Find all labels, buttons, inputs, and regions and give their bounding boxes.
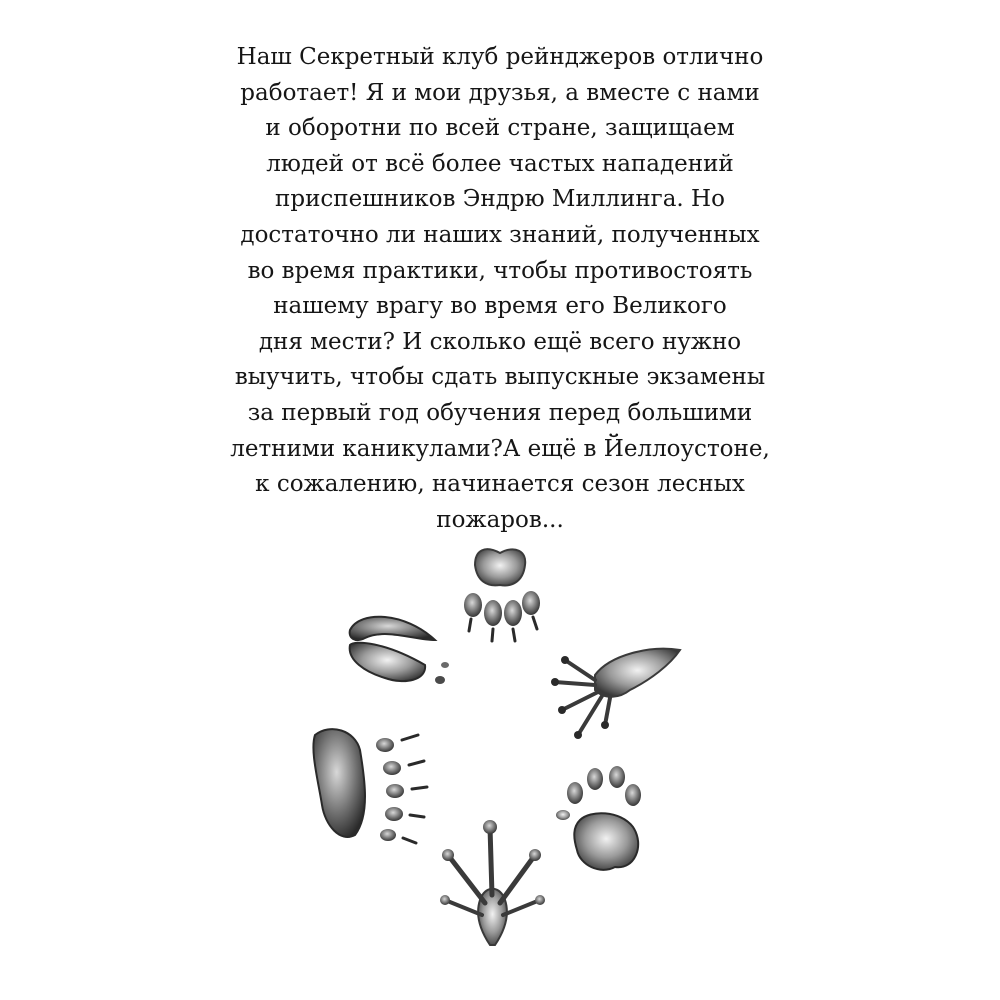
blurb-line: приспешников Эндрю Миллинга. Но	[275, 186, 725, 213]
blurb-line: Наш Секретный клуб рейнджеров отлично	[236, 44, 764, 70]
lizard-foot-print-icon	[551, 649, 680, 739]
animal-tracks-illustration	[290, 540, 710, 1000]
blurb-line: летними каникулами?А ещё в Йеллоустоне,	[230, 435, 770, 462]
bear-paw-print-icon	[313, 729, 427, 843]
blurb-line: людей от всё более частых нападений	[266, 150, 734, 177]
blurb-line: нашему врагу во время его Великого	[273, 293, 727, 320]
wolf-paw-print-icon	[464, 549, 540, 641]
blurb-line: достаточно ли наших знаний, полученных	[240, 221, 760, 248]
frog-foot-print-icon	[440, 820, 545, 945]
blurb-line: во время практики, чтобы противостоять	[247, 257, 753, 284]
blurb-line: работает! Я и мои друзья, а вместе с нами	[240, 79, 760, 106]
hoof-print-icon	[350, 617, 449, 684]
cat-paw-print-icon	[556, 766, 641, 870]
blurb-text	[200, 40, 800, 538]
blurb-line: к сожалению, начинается сезон лесных	[255, 471, 745, 498]
blurb-line: и оборотни по всей стране, защищаем	[265, 115, 735, 142]
blurb-line: за первый год обучения перед большими	[247, 399, 753, 426]
blurb-line: дня мести? И сколько ещё всего нужно	[258, 328, 742, 355]
blurb-line: пожаров...	[436, 506, 564, 533]
blurb-line: выучить, чтобы сдать выпускные экзамены	[234, 364, 766, 391]
